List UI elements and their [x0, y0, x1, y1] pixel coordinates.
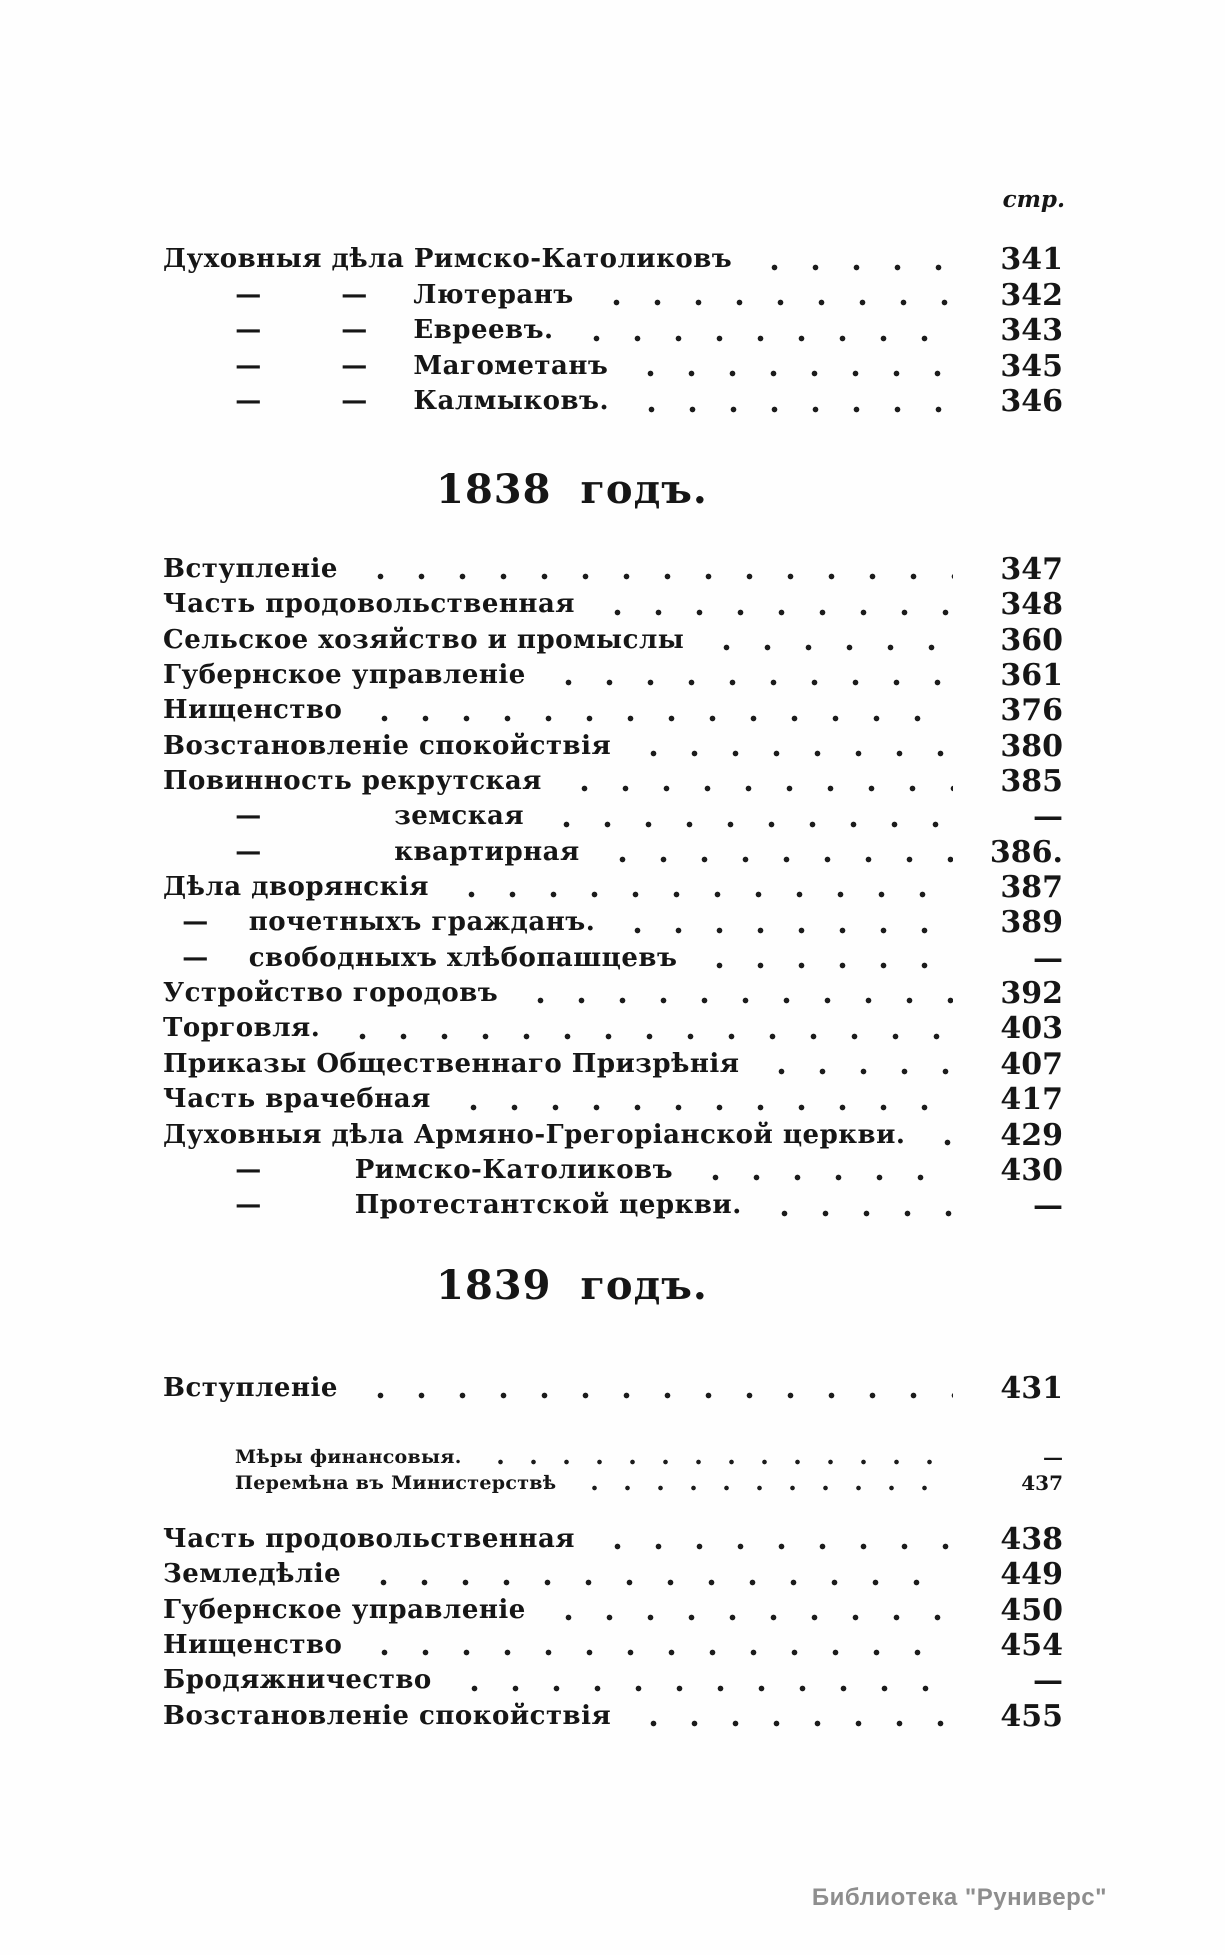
- toc-entry-page: 360: [1000, 622, 1063, 658]
- toc-entry-label: Часть продовольственная: [163, 1524, 575, 1554]
- year-heading-1838: 1838 годъ.: [436, 466, 708, 513]
- toc-entry-label: — — Евреевъ.: [163, 315, 554, 345]
- toc-row: [163, 1371, 1063, 1406]
- toc-entry-label: Возстановленіе спокойствія: [163, 730, 612, 761]
- toc-row: [163, 1699, 1063, 1734]
- toc-entry-page: 342: [1000, 277, 1063, 313]
- toc-entry-label: — квартирная: [163, 836, 580, 867]
- toc-entry-label: Духовныя дѣла Римско-Католиковъ: [163, 244, 733, 274]
- toc-entry-label: — Протестантской церкви.: [163, 1190, 742, 1221]
- toc-entry-page: 403: [1000, 1011, 1063, 1047]
- toc-row: [163, 870, 1063, 905]
- toc-entry-page: 389: [1000, 905, 1063, 941]
- toc-entry-page: 361: [1000, 658, 1063, 694]
- toc-row: [163, 1557, 1063, 1592]
- toc-entry-page: 392: [1000, 976, 1063, 1012]
- toc-row: [163, 1047, 1063, 1082]
- toc-entry-label: Земледѣліе: [163, 1559, 342, 1590]
- dot-leader: [574, 1485, 953, 1491]
- dot-leader: [598, 856, 953, 863]
- toc-entry-label: Губернское управленіе: [163, 1594, 526, 1625]
- toc-row: [163, 1118, 1063, 1153]
- toc-row: [163, 799, 1063, 834]
- toc-entry-label: Возстановленіе спокойствія: [163, 1700, 612, 1731]
- toc-row: [163, 1628, 1063, 1663]
- toc-row: [163, 1522, 1063, 1557]
- dot-leader: [760, 1210, 953, 1217]
- toc-section-1839-subentries: [235, 1444, 1063, 1496]
- toc-entry-label: Нищенство: [163, 1630, 343, 1661]
- dot-leader: [560, 785, 953, 792]
- toc-row: [163, 587, 1063, 622]
- toc-entry-label: Устройство городовъ: [163, 978, 499, 1009]
- toc-row: [163, 1011, 1063, 1046]
- dot-leader: [626, 370, 953, 377]
- toc-entry-label: — Римско-Католиковъ: [163, 1154, 674, 1185]
- toc-entry-label: Нищенство: [163, 695, 343, 726]
- toc-entry-label: — — Калмыковъ.: [163, 386, 610, 416]
- page-column-header: стр.: [1002, 186, 1065, 213]
- toc-row: [163, 1593, 1063, 1628]
- toc-row: [163, 552, 1063, 587]
- toc-row: [163, 941, 1063, 976]
- toc-entry-label: Губернское управленіе: [163, 660, 526, 691]
- toc-row: [235, 1444, 1063, 1470]
- toc-entry-label: Повинность рекрутская: [163, 766, 542, 797]
- toc-entry-page: 380: [1000, 728, 1063, 764]
- toc-entry-label: Перемѣна въ Министерствѣ: [235, 1472, 557, 1494]
- toc-entry-label: Часть врачебная: [163, 1084, 431, 1115]
- toc-entry-page: 449: [1000, 1557, 1063, 1593]
- toc-entry-page: 438: [1000, 1522, 1063, 1557]
- dot-leader: [695, 962, 953, 969]
- dot-leader: [592, 299, 953, 306]
- toc-row: [163, 1188, 1063, 1223]
- toc-entry-label: — земская: [163, 801, 525, 832]
- dot-leader: [449, 1104, 953, 1111]
- dot-leader: [627, 406, 953, 413]
- toc-row: [235, 1470, 1063, 1496]
- toc-section-1839-intro: [163, 1371, 1063, 1406]
- toc-entry-page: —: [1033, 1188, 1063, 1224]
- toc-entry-page: 376: [1000, 693, 1063, 729]
- toc-entry-page: 347: [1000, 552, 1063, 587]
- dot-leader: [450, 1685, 953, 1692]
- dot-leader: [757, 1068, 953, 1075]
- toc-entry-label: Торговля.: [163, 1013, 321, 1044]
- dot-leader: [360, 715, 953, 722]
- toc-section-1839: [163, 1522, 1063, 1734]
- dot-leader: [691, 1174, 953, 1181]
- dot-leader: [544, 679, 953, 686]
- dot-leader: [356, 1392, 953, 1399]
- dot-leader: [629, 750, 953, 757]
- toc-row: [163, 278, 1063, 314]
- toc-entry-label: Бродяжничество: [163, 1665, 432, 1696]
- dot-leader: [750, 264, 953, 271]
- toc-section-1838: [163, 552, 1063, 1224]
- toc-entry-page: 341: [1000, 242, 1063, 277]
- toc-entry-page: 455: [1000, 1698, 1063, 1734]
- toc-row: [163, 623, 1063, 658]
- toc-entry-page: 437: [1021, 1471, 1063, 1495]
- toc-entry-label: Приказы Общественнаго Призрѣнія: [163, 1048, 740, 1079]
- toc-entry-label: Вступленіе: [163, 1373, 338, 1403]
- dot-leader: [356, 573, 953, 580]
- dot-leader: [360, 1649, 953, 1656]
- toc-entry-page: —: [1033, 799, 1063, 835]
- dot-leader: [702, 644, 953, 651]
- dot-leader: [544, 1614, 953, 1621]
- toc-entry-page: 429: [1000, 1117, 1063, 1153]
- dot-leader: [572, 335, 953, 342]
- toc-entry-page: —: [1033, 1663, 1063, 1699]
- toc-row: [163, 835, 1063, 870]
- toc-entry-page: 345: [1000, 348, 1063, 384]
- toc-row: [163, 658, 1063, 693]
- toc-entry-page: 348: [1000, 587, 1063, 623]
- library-watermark: Библиотека "Руниверс": [811, 1884, 1107, 1911]
- toc-row: [163, 693, 1063, 728]
- toc-entry-page: 407: [1000, 1046, 1063, 1082]
- toc-row: [163, 1663, 1063, 1698]
- toc-row: [163, 242, 1063, 278]
- dot-leader: [447, 891, 953, 898]
- dot-leader: [480, 1459, 953, 1465]
- toc-row: [163, 729, 1063, 764]
- toc-entry-page: 386.: [989, 834, 1063, 870]
- toc-entry-page: —: [1033, 940, 1063, 976]
- dot-leader: [593, 1543, 953, 1550]
- toc-entry-page: 450: [1000, 1592, 1063, 1628]
- dot-leader: [359, 1579, 953, 1586]
- toc-row: [163, 349, 1063, 385]
- toc-row: [163, 1153, 1063, 1188]
- toc-entry-page: 430: [1000, 1152, 1063, 1188]
- year-heading-1839: 1839 годъ.: [436, 1262, 708, 1309]
- toc-entry-page: 417: [1000, 1082, 1063, 1118]
- toc-entry-label: Сельское хозяйство и промыслы: [163, 624, 685, 655]
- dot-leader: [613, 927, 953, 934]
- toc-entry-page: 387: [1000, 870, 1063, 906]
- toc-entry-page: 343: [1000, 313, 1063, 348]
- toc-entry-label: Мѣры финансовыя.: [235, 1446, 462, 1468]
- toc-entry-label: — свободныхъ хлѣбопашцевъ: [163, 942, 678, 973]
- dot-leader: [338, 1033, 953, 1040]
- dot-leader: [593, 609, 953, 616]
- toc-entry-label: — — Лютеранъ: [163, 279, 574, 310]
- dot-leader: [542, 821, 953, 828]
- toc-entry-label: — — Магометанъ: [163, 350, 609, 381]
- toc-row: [163, 384, 1063, 420]
- toc-entry-label: Вступленіе: [163, 554, 338, 584]
- toc-entry-label: — почетныхъ гражданъ.: [163, 907, 596, 938]
- toc-entry-page: —: [1043, 1445, 1063, 1469]
- dot-leader: [923, 1139, 953, 1146]
- toc-entry-page: 385: [1000, 764, 1063, 800]
- toc-row: [163, 313, 1063, 349]
- dot-leader: [629, 1720, 953, 1727]
- toc-entry-page: 454: [1000, 1628, 1063, 1664]
- toc-entry-page: 346: [1000, 384, 1063, 419]
- toc-row: [163, 976, 1063, 1011]
- toc-row: [163, 764, 1063, 799]
- toc-row: [163, 1082, 1063, 1117]
- dot-leader: [516, 997, 953, 1004]
- toc-entry-label: Духовныя дѣла Армяно-Грегоріанской церкви.: [163, 1119, 906, 1150]
- toc-row: [163, 905, 1063, 940]
- toc-entry-label: Часть продовольственная: [163, 589, 575, 620]
- toc-entry-page: 431: [1000, 1371, 1063, 1406]
- toc-entry-label: Дѣла дворянскія: [163, 872, 429, 903]
- toc-section-top: [163, 242, 1063, 420]
